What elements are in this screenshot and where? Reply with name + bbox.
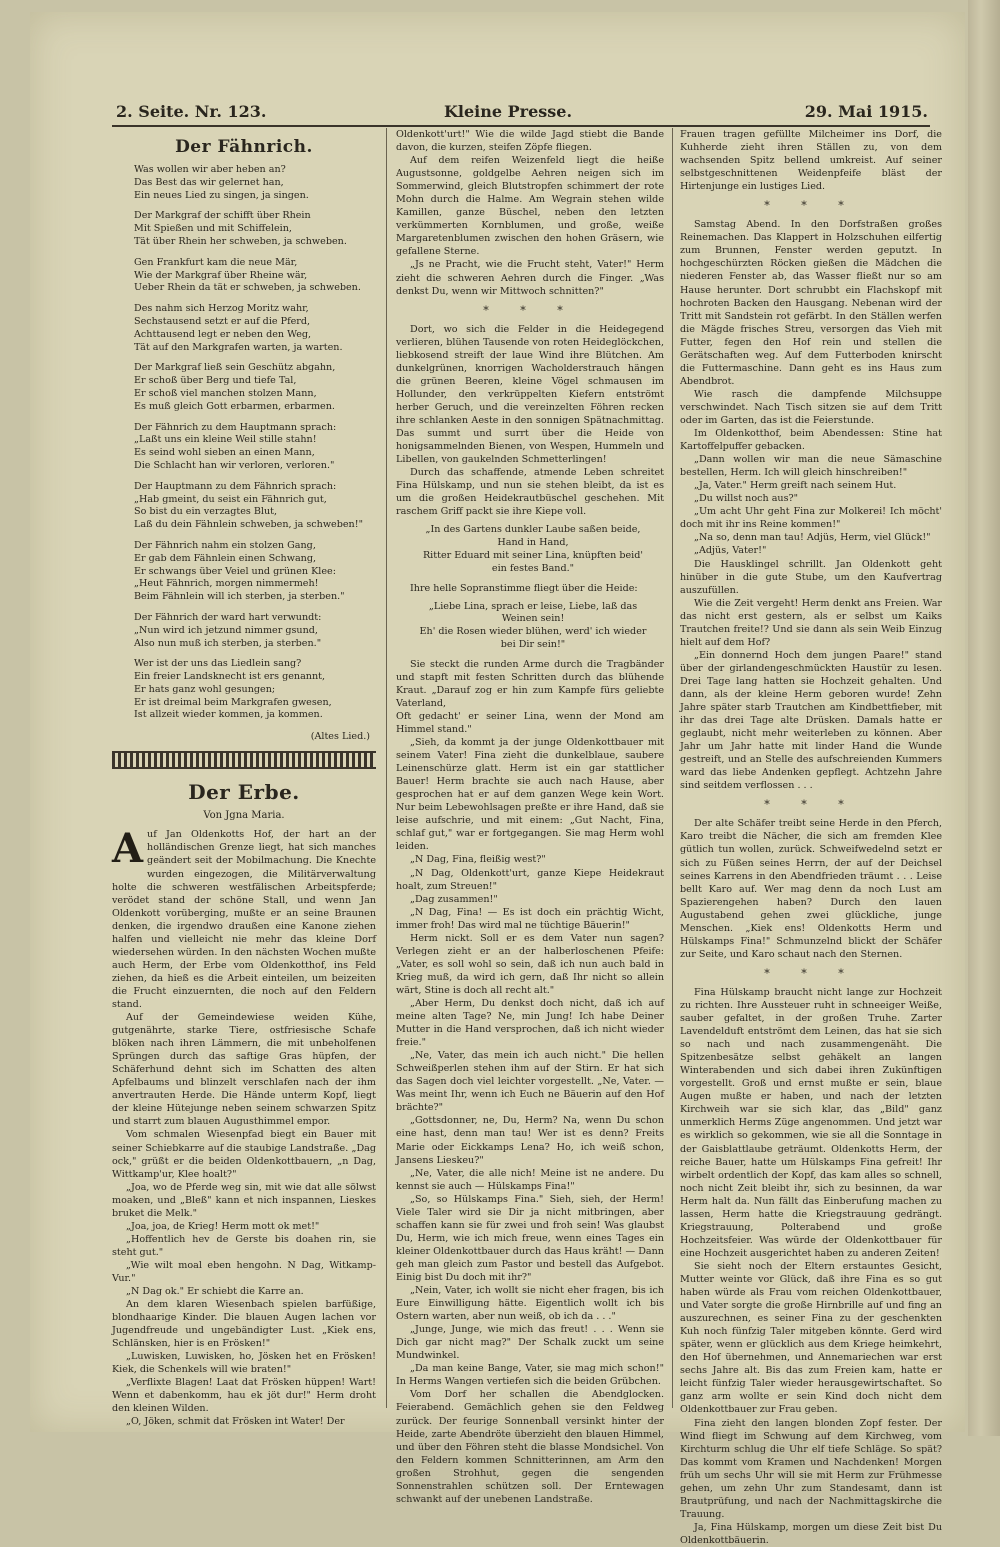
- poem-body: [112, 164, 376, 722]
- column-2: [396, 128, 664, 1505]
- section-stars: * * *: [764, 199, 858, 213]
- story-paragraph: Ja, Fina Hülskamp, morgen um diese Zeit bist Du Oldenkottbäuerin.: [680, 1521, 942, 1546]
- story-paragraph: „Joa, wo de Pferde weg sin, mit wie dat alle sölwst moaken, und „Bleß" kann et nich inspannen, Lieskes bruket die Melk.": [112, 1181, 376, 1219]
- section-stars: * * *: [764, 798, 858, 812]
- story-paragraph: Fina zieht den langen blonden Zopf fester. Der Wind fliegt im Schwung auf dem Kirchweg, vom Kirchturm schlug die Uhr elf tiefe Schläge. So spät? Das kommt vom Kramen und Nachdenken! Morgen früh um sechs Uhr will sie mit Herm zur Frühmesse gehen, um zehn Uhr zum Standesamt, dann ist Brautprüfung, und nach der Nachmittagskirche die Trauung.: [680, 1417, 942, 1520]
- poem-stanza: Der Hauptmann zu dem Fähnrich sprach: „Hab gmeint, du seist ein Fähnrich gut, So bist du ein verzagtes Blut, Laß du dein Fähnlein schweben, ja schweben!": [134, 480, 363, 531]
- story-paragraph: „Da man keine Bange, Vater, sie mag mich schon!" In Herms Wangen vertiefen sich die beiden Grübchen.: [396, 1363, 664, 1388]
- story-paragraph: Die Hausklingel schrillt. Jan Oldenkott geht hinüber in die gute Stube, um den Kaufvertrag auszufüllen.: [680, 558, 942, 596]
- story-paragraph: Auf Jan Oldenkotts Hof, der hart an der holländischen Grenze liegt, hat sich manches geändert seit der Mobilmachung. Die Knechte wurden eingezogen, die Militärverwaltung holte die schweren westfälischen Arbeitspferde; verödet stand der schöne Stall, und wenn Jan Oldenkott vorüberging, mußte er an seine Braunen denken, die irgendwo draußen eine Kanone ziehen halfen und vielleicht nie mehr das kleine Dorf wiedersehen würden. In den nächsten Wochen mußte auch Herm, der Erbe vom Oldenkotthof, ins Feld ziehen, da hieß es die Arbeit einteilen, um beizeiten die Frucht einzuernten, die noch auf den Feldern stand.: [112, 825, 376, 1010]
- story-paragraph: Dort, wo sich die Felder in die Heidegegend verlieren, blühen Tausende von roten Heideglöckchen, liebkosend streift der laue Wind ihre Blütchen. Am dunkelgrünen, knorrigen Wacholderstrauch hängen die grünen Beeren, kleine Vögel schmausen im Hollunder, den verkrüppelten Kiefern entströmt herber Geruch, und die vereinzelten Föhren recken ihre schlanken Aeste in den sonnigen Spätnachmittag. Das summt und surrt über die Heide von honigsammelnden Bienen, von Wespen, Hummeln und Libellen, von gaukelnden Schmetterlingen!: [396, 323, 664, 466]
- poem-stanza: Wer ist der uns das Liedlein sang? Ein freier Landsknecht ist ers genannt, Er hats ganz wohl gesungen; Er ist dreimal beim Markgrafen gwesen, Ist allzeit wieder kommen, ja kommen.: [134, 658, 332, 721]
- poem-stanza: Was wollen wir aber heben an? Das Best das wir gelernet han, Ein neues Lied zu singen, ja singen.: [134, 164, 309, 201]
- story-paragraph: „Verflixte Blagen! Laat dat Frösken hüppen! Wart! Wenn et dabenkomm, hau ek jöt dur!" Herm droht den kleinen Wilden.: [112, 1377, 376, 1415]
- column-3: [680, 128, 942, 1546]
- column-divider-2: [672, 128, 673, 1408]
- story-paragraph: „Gottsdonner, ne, Du, Herm? Na, wenn Du schon eine hast, denn man tau! Wer ist es denn? Freits Marie oder Eickkamps Lena? Ho, ich weiß schon, Jansens Lieskeu?": [396, 1115, 664, 1166]
- story-paragraph: „O, Jöken, schmit dat Frösken int Water! Der: [126, 1416, 345, 1428]
- story-paragraph: „Nein, Vater, ich wollt sie nicht eher fragen, bis ich Eure Einwilligung hätte. Eigentlich wollt ich bis Ostern warten, aber nun weiß, ob ich da . . .": [396, 1285, 664, 1323]
- story-paragraph: „N Dag, Fina, fleißig west?": [410, 854, 546, 866]
- column-divider-1: [386, 128, 387, 1408]
- story-paragraph: „Ja, Vater." Herm greift nach seinem Hut.: [694, 480, 897, 492]
- story-paragraph: „N Dag, Fina! — Es ist doch ein prächtig Wicht, immer froh! Das wird mal ne tüchtige Bäuerin!": [396, 906, 664, 931]
- newspaper-name: Kleine Presse.: [443, 102, 573, 121]
- story-paragraph: „Dag zusammen!": [410, 893, 498, 905]
- song-verse: „Liebe Lina, sprach er leise, Liebe, laß das Weinen sein! Eh' die Rosen wieder blühen, werd' ich wieder bei Dir sein!": [419, 600, 647, 650]
- story-paragraph: Ihre helle Sopranstimme fliegt über die Heide:: [410, 582, 638, 594]
- song-verse: „In des Gartens dunkler Laube saßen beide, Hand in Hand, Ritter Eduard mit seiner Lina, knüpften beid' ein festes Band.": [422, 524, 644, 574]
- story-paragraph: Samstag Abend. In den Dorfstraßen großes Reinemachen. Das Klappert in Holzschuhen eilfertig zum Brunnen, Fenster werden geputzt. In hochgeschürzten Röcken gießen die Mädchen die niederen Fenster ab, das Wasser fließt nur so am Hause herunter. Dort schrubbt ein Flachskopf mit hochroten Backen den Hausgang. Nebenan wird der Tritt mit Sandstein rot gefärbt. In den Ställen werfen die Mägde frisches Streu, versorgen das Vieh mit Futter, fegen den Hof rein und stellen die Gerätschaften weg. Auf dem Futterboden knirscht die Futtermaschine. Dann geht es ins Haus zum Abendbrot.: [680, 219, 942, 387]
- story-paragraph: Vom Dorf her schallen die Abendglocken. Feierabend. Gemächlich gehen sie den Feldweg zurück. Der feurige Sonnenball versinkt hinter der Heide, zarte Abendröte überzieht den blauen Himmel, und über den Föhren steht die blasse Mondsichel. Von den Feldern kommen Schnitterinnen, am Arm den großen Strohhut, gegen die sengenden Sonnenstrahlen schützen soll. Der Erntewagen schwankt auf der unebenen Landstraße.: [396, 1389, 664, 1505]
- story-paragraph: Fina Hülskamp braucht nicht lange zur Hochzeit zu richten. Ihre Aussteuer ruht in schneeiger Weiße, sauber gefaltet, in der großen Truhe. Zarter Lavendelduft entströmt dem Leinen, das hat sie sich so nach und nach zusammengenäht. Die Spitzenbesätze selbst gehäkelt an langen Winterabenden und sich dabei ihren Zukünftigen vorgestellt. Groß und ernst mußte er sein, blaue Augen mußte er haben, und nach der letzten Kirchweih war sie sich klar, das „Bild" ganz unmerklich Herms Züge angenommen. Und jetzt war es wirklich so gekommen, wie sie all die Sonntage in der Gaisblattlaube geträumt. Oldenkotts Herm, der reiche Bauer, hatte um Hülskamps Fina gefreit! Ihr wirbelt ordentlich der Kopf, das kam alles so schnell, noch nicht Zeit bleibt ihr, sich zu besinnen, da war Herm halt da. Nun fällt das Einberufung machen zu lassen, Herm hatte die Kriegstrauung gedrängt. Kriegstrauung, Polterabend und große Hochzeitsfeier. Was würde der Oldenkottbauer für eine Hochzeit ausgerichtet haben zu anderen Zeiten!: [680, 986, 942, 1259]
- column-1: [112, 128, 376, 1428]
- section-stars: * * *: [483, 303, 577, 317]
- story-paragraph: Durch das schaffende, atmende Leben schreitet Fina Hülskamp, und nun sie stehen bleibt, da ist es um die großen Heidekrautbüschel geschehen. Mit raschem Griff packt sie ihre Kiepe voll.: [396, 467, 664, 518]
- poem-stanza: Des nahm sich Herzog Moritz wahr, Sechstausend setzt er auf die Pferd, Achttausend legt er neben den Weg, Tät auf den Markgrafen warten, ja warten.: [134, 303, 343, 353]
- story-paragraph: Im Oldenkotthof, beim Abendessen: Stine hat Kartoffelpuffer gebacken.: [680, 428, 942, 453]
- story-paragraph: Auf der Gemeindewiese weiden Kühe, gutgenährte, starke Tiere, ostfriesische Schafe blöken nach ihren Lämmern, die mit unbeholfenen Sprüngen durch das saftige Gras hüpfen, der Schäferhund dehnt sich im Schatten des alten Apfelbaums und blinzelt verschlafen nach der ihm anvertrauten Herde. Die Hände unterm Kopf, liegt der kleine Hütejunge neben seinem schwarzen Spitz und starrt zum blauen Augusthimmel empor.: [112, 1012, 376, 1128]
- page-header: [88, 100, 928, 124]
- story-paragraph: „Aber Herm, Du denkst doch nicht, daß ich auf meine alten Tage? Ne, min Jung! Ich habe Deiner Mutter in die Hand versprochen, daß ich nicht wieder freie.": [396, 998, 664, 1049]
- poem-stanza: Der Markgraf ließ sein Geschütz abgahn, Er schoß über Berg und tiefe Tal, Er schoß viel manchen stolzen Mann, Es muß gleich Gott erbarmen, erbarmen.: [134, 362, 336, 412]
- story-paragraph: Herm nickt. Soll er es dem Vater nun sagen? Verlegen zieht er an der halberloschenen Pfeife: „Vater, es soll wohl so sein, daß ich nun auch bald in Krieg muß, da wird ich gern, daß Ihr nicht so allein wärt, Stine is doch all recht alt.": [396, 932, 664, 996]
- story-paragraph: „Dann wollen wir man die neue Sämaschine bestellen, Herm. Ich will gleich hinschreiben!": [680, 454, 942, 479]
- story-paragraph: Sie steckt die runden Arme durch die Tragbänder und stapft mit festen Schritten durch das blühende Kraut. „Darauf zog er hin zum Kampfe fürs geliebte Vaterland, Oft gedacht' er seiner Lina, wenn der Mond am Himmel stand.": [396, 658, 664, 736]
- story-title: Der Erbe.: [188, 780, 300, 805]
- poem-stanza: Gen Frankfurt kam die neue Mär, Wie der Markgraf über Rheine wär, Ueber Rhein da tät er schweben, ja schweben.: [134, 256, 361, 294]
- poem-title: Der Fähnrich.: [175, 137, 313, 157]
- story-paragraph: An dem klaren Wiesenbach spielen barfüßige, blondhaarige Kinder. Die blauen Augen lachen vor Jugendfreude und ungebändigter Lust. „Kiek ens, Schlänsken, hier is en Frösken!": [112, 1299, 376, 1350]
- story-paragraph: „Ne, Vater, die alle nich! Meine ist ne andere. Du kennst sie auch — Hülskamps Fina!": [396, 1167, 664, 1192]
- story-paragraph: „N Dag, Oldenkott'urt, ganze Kiepe Heidekraut hoalt, zum Streuen!": [396, 867, 664, 892]
- page-edge: [968, 0, 1000, 1436]
- story-paragraph: „Joa, joa, de Krieg! Herm mott ok met!": [126, 1220, 320, 1232]
- story-paragraph: Wie die Zeit vergeht! Herm denkt ans Freien. War das nicht erst gestern, als er selbst um Kaiks Trautchen freite!? Und sie dann als sein Weib Einzug hielt auf dem Hof?: [680, 597, 942, 648]
- story-paragraph: „Js ne Pracht, wie die Frucht steht, Vater!" Herm zieht die schweren Aehren durch die Finger. „Was denkst Du, wenn wir Mittwoch schnitten?": [396, 259, 664, 297]
- poem-stanza: Der Fähnrich zu dem Hauptmann sprach: „Laßt uns ein kleine Weil stille stahn! Es seind wohl sieben an einen Mann, Die Schlacht han wir verloren, verloren.": [134, 421, 337, 471]
- story-paragraph: „Hoffentlich hev de Gerste bis doahen rin, sie steht gut.": [112, 1233, 376, 1258]
- story-paragraph: „Ein donnernd Hoch dem jungen Paare!" stand über der girlandengeschmückten Haustür zu lesen. Drei Tage lang hatten sie Hochzeit gehalten. Und dann, als der kleine Herm geboren wurde! Zehn Jahre später starb Trautchen am Kindbettfieber, mit ihr das drei Tage alte Drüsken. Damals hatte er geglaubt, nicht mehr weiterleben zu können. Aber Jahr um Jahr hatte mit linder Hand die Wunde gestreift, und an Stelle des aufschreienden Kummers ward das liebe Andenken gepflegt. Achtzehn Jahre sind seitdem verflossen . . .: [680, 649, 942, 792]
- poem-stanza: Der Fähnrich nahm ein stolzen Gang, Er gab dem Fähnlein einen Schwang, Er schwangs über Veiel und grünen Klee: „Heut Fähnrich, morgen nimmermeh! Beim Fähnlein will ich sterben, ja sterben.": [134, 539, 345, 603]
- story-paragraph: Frauen tragen gefüllte Milcheimer ins Dorf, die Kuhherde zieht ihren Ställen zu, von dem wachsenden Spitz bellend umkreist. Auf seiner selbstgeschnittenen Weidenpfeife bläst der Hirtenjunge ein lustiges Lied.: [680, 129, 942, 193]
- poem-stanza: Der Fähnrich der ward hart verwundt: „Nun wird ich jetzund nimmer gsund, Also nun muß ich sterben, ja sterben.": [134, 611, 322, 649]
- story-paragraph: „Wie wilt moal eben hengohn. N Dag, Witkamp-Vur.": [112, 1259, 376, 1284]
- story-paragraph: „Junge, Junge, wie mich das freut! . . . Wenn sie Dich gar nicht mag?" Der Schalk zuckt um seine Mundwinkel.: [396, 1324, 664, 1362]
- section-stars: * * *: [764, 966, 858, 980]
- ornamental-divider: [112, 751, 376, 769]
- story-paragraph: Auf dem reifen Weizenfeld liegt die heiße Augustsonne, goldgelbe Aehren neigen sich im Sommerwind, gleich Blutstropfen schimmert der rote Mohn durch die Halme. Am Wegrain stehen wilde Kamillen, ganze Büschel, neben den letzten verkümmerten Kornblumen, und große, weiße Margaretenblumen zwischen den hohen Gräsern, wie gefallene Sterne.: [396, 155, 664, 258]
- story-paragraph: „Na so, denn man tau! Adjüs, Herm, viel Glück!": [694, 532, 931, 544]
- story-paragraph: Vom schmalen Wiesenpfad biegt ein Bauer mit seiner Schiebkarre auf die staubige Landstraße. „Dag ock," grüßt er die beiden Oldenkottbauern, „n Dag, Wittkamp'ur, Klee hoalt?": [112, 1129, 376, 1180]
- story-paragraph: Oldenkott'urt!" Wie die wilde Jagd stiebt die Bande davon, die kurzen, steifen Zöpfe fliegen.: [396, 129, 664, 154]
- poem-attribution: (Altes Lied.): [310, 731, 370, 743]
- story-paragraph: „So, so Hülskamps Fina." Sieh, sieh, der Herm! Viele Taler wird sie Dir ja nicht mitbringen, aber schaffen kann sie für zwei und froh sein! Was glaubst Du, Herm, wie ich mich freue, wenn eines Tages ein kleiner Oldenkottbauer durch das Haus kräht! — Dann geh man gleich zum Pastor und bestell das Aufgebot. Einig bist Du doch mit ihr?": [396, 1193, 664, 1283]
- story-paragraph: „Du willst noch aus?": [694, 493, 799, 505]
- drop-cap: A: [112, 825, 144, 873]
- story-paragraph: „Um acht Uhr geht Fina zur Molkerei! Ich möcht' doch mit ihr ins Reine kommen!": [680, 506, 942, 531]
- issue-date: 29. Mai 1915.: [804, 102, 928, 121]
- poem-stanza: Der Markgraf der schifft über Rhein Mit Spießen und mit Schiffelein, Tät über Rhein her schweben, ja schweben.: [134, 210, 347, 247]
- story-paragraph: „Adjüs, Vater!": [694, 545, 767, 557]
- story-paragraph: „Sieh, da kommt ja der junge Oldenkottbauer mit seinem Vater! Fina zieht die dunkelblaue, saubere Leinenschürze glatt. Herm ist ein gar stattlicher Bauer! Herm brachte sie auch nach Hause, aber gesprochen hat er auf dem ganzen Wege kein Wort. Nur beim Lebewohlsagen preßte er ihre Hand, daß sie leise aufschrie, und mit einem: „Gut Nacht, Fina, schlaf gut," war er fortgegangen. Sie mag Herm wohl leiden.: [396, 737, 664, 853]
- story-paragraph: „Ne, Vater, das mein ich auch nicht." Die hellen Schweißperlen stehen ihm auf der Stirn. Er hat sich das Sagen doch viel leichter vorgestellt. „Ne, Vater. — Was meint Ihr, wenn ich Euch ne Bäuerin auf den Hof brächte?": [396, 1050, 664, 1114]
- story-paragraph: „N Dag ok." Er schiebt die Karre an.: [126, 1286, 304, 1298]
- story-paragraph: Wie rasch die dampfende Milchsuppe verschwindet. Nach Tisch sitzen sie auf dem Tritt oder im Garten, das ist die Feierstunde.: [680, 388, 942, 426]
- header-rule: [112, 125, 930, 127]
- story-paragraph: „Luwisken, Luwisken, ho, Jösken het en Frösken! Kiek, die Schenkels will wie braten!": [112, 1351, 376, 1376]
- story-author: Von Jgna Maria.: [203, 810, 285, 822]
- story-paragraph: Der alte Schäfer treibt seine Herde in den Pferch, Karo treibt die Nächer, die sich am fremden Klee gütlich tun wollen, zurück. Schweifwedelnd setzt er sich zu Füßen seines Herrn, der auf der Deichsel seines Karrens in den Abendfrieden träumt . . . Leise bellt Karo auf. Wer mag denn da noch Lust am Spazierengehen haben? Durch den lauen Augustabend gehen zwei glückliche, junge Menschen. „Kiek ens! Oldenkotts Herm und Hülskamps Fina!" Schmunzelnd blickt der Schäfer zur Seite, und Karo schaut nach den Sternen.: [680, 818, 942, 960]
- page-number: 2. Seite. Nr. 123.: [116, 102, 267, 121]
- story-paragraph: Sie sieht noch der Eltern erstauntes Gesicht, Mutter weinte vor Glück, daß ihre Fina es so gut haben würde als Frau vom reichen Oldenkottbauer, und Vater sorgte die große Hirnbrille auf und fing an auszurechnen, es seiner Fina zu der geschenkten Kuh noch fünfzig Taler mitgeben könnte. Gerd wird später, wenn er glücklich aus dem Kriege heimkehrt, den Hof übernehmen, und Annemariechen war erst sechs Jahre alt. Bis das zum Freien kam, hatte er leicht fünfzig Taler wieder herausgewirtschaftet. So ganz arm wollte er sein Kind doch nicht dem Oldenkottbauer zur Frau geben.: [680, 1260, 942, 1416]
